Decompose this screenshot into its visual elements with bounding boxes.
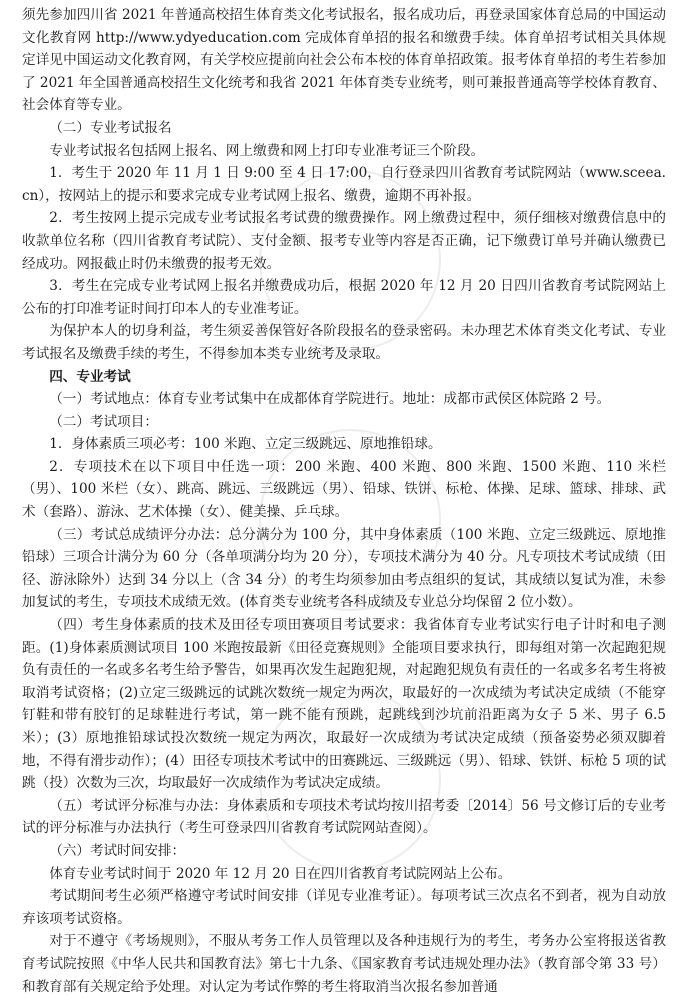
- paragraph: （五）考试评分标准与办法：身体素质和专项技术考试均按川招考委〔2014〕56 号文修订后的专业考试的评分标准与办法执行（考生可登录四川省教育考试院网站查阅）。: [22, 797, 666, 837]
- paragraph: （三）考试总成绩评分办法：总分满分为 100 分，其中身体素质（100 米跑、立定三级跳远、原地推铅球）三项合计满分为 60 分（各单项满分均为 20 分），专项技术满分为 40 分。凡专项技术考试成绩（田径、游泳除外）达到 34 分以上（含 34 分）的考生均须参加由考点组织的复试，其成绩以复试为准，未参加复试的考生，专项技术成绩无效。(体育类专业统考各科成绩及专业总分均保留 2 位小数）。: [22, 526, 666, 611]
- paragraph: （六）考试时间安排：: [49, 842, 186, 859]
- document-body: [22, 4, 666, 998]
- paragraph: （一）考试地点：体育专业考试集中在成都体育学院进行。地址：成都市武侯区体院路 2 号。: [49, 391, 611, 408]
- paragraph: （二）专业考试报名: [49, 119, 172, 136]
- paragraph: 1．考生于 2020 年 11 月 1 日 9:00 至 4 日 17:00，自行登录四川省教育考试院网站（www.sceea.cn），按网站上的提示和要求完成专业考试网上报名、缴费，逾期不再补报。: [22, 165, 666, 204]
- paragraph: 3．考生在完成专业考试网上报名并缴费成功后，根据 2020 年 12 月 20 日四川省教育考试院网站上公布的打印准考证时间打印本人的专业准考证。: [22, 278, 666, 317]
- paragraph: 对于不遵守《考场规则》，不服从考务工作人员管理以及各种违规行为的考生，考务办公室将报送省教育考试院按照《中华人民共和国教育法》第七十九条、《国家教育考试违规处理办法》（教育部令第 33 号）和教育部有关规定给予处理。对认定为考试作弊的考生将取消当次报名参加普通: [22, 933, 666, 995]
- section-heading: 四、专业考试: [49, 368, 131, 385]
- paragraph: 体育专业考试时间于 2020 年 12 月 20 日在四川省教育考试院网站上公布。: [49, 865, 512, 882]
- paragraph: （四）考生身体素质的技术及田径专项田赛项目考试要求：我省体育专业考试实行电子计时和电子测距。(1)身体素质测试项目 100 米跑按最新《田径竞赛规则》全能项目要求执行，即每组对第一次起跑犯规负有责任的一名或多名考生给予警告，如果再次发生起跑犯规，对起跑犯规负有责任的一名或多名考生将被取消考试资格；(2)立定三级跳远的试跳次数统一规定为两次，取最好的一次成绩为考试决定成绩（不能穿钉鞋和带有胶钉的足球鞋进行考试，第一跳不能有预跳，起跳线到沙坑前沿距离为女子 5 米、男子 6.5 米）；(3）原地推铅球试投次数统一规定为两次，取最好一次成绩为考试决定成绩（预备姿势必须双脚着地，不得有滑步动作）；(4）田径专项技术考试中的田赛跳远、三级跳远（男）、铅球、铁饼、标枪 5 项的试跳（投）次数为三次，均取最好一次成绩作为考试决定成绩。: [22, 617, 666, 792]
- paragraph: 须先参加四川省 2021 年普通高校招生体育类文化考试报名，报名成功后，再登录国家体育总局的中国运动文化教育网 http://www.ydyeducation.com 完成体育单招的报名和缴费手续。体育单招考试相关具体规定详见中国运动文化教育网，有关学校应提前向社会公布本校的体育单招政策。报考体育单招的考生若参加了 2021 年全国普通高校招生文化统考和我省 2021 年体育类专业统考，则可兼报普通高等学校体育教育、社会体育等专业。: [22, 7, 666, 114]
- paragraph: 1．身体素质三项必考：100 米跑、立定三级跳远、原地推铅球。: [49, 436, 442, 453]
- paragraph: 2．专项技术在以下项目中任选一项：200 米跑、400 米跑、800 米跑、1500 米跑、110 米栏（男）、100 米栏（女）、跳高、跳远、三级跳远（男）、铅球、铁饼、标枪、体操、足球、篮球、排球、武术（套路）、游泳、艺术体操（女）、健美操、乒乓球。: [22, 458, 666, 521]
- paragraph: 为保护本人的切身利益，考生须妥善保管好各阶段报名的登录密码。未办理艺术体育类文化考试、专业考试报名及缴费手续的考生，不得参加本类专业统考及录取。: [22, 323, 666, 362]
- paragraph: 考试期间考生必须严格遵守考试时间安排（详见专业准考证）。每项考试三次点名不到者，视为自动放弃该项考试资格。: [22, 888, 666, 927]
- paragraph: 2．考生按网上提示完成专业考试报名考试费的缴费操作。网上缴费过程中，须仔细核对缴费信息中的收款单位名称（四川省教育考试院）、支付金额、报考专业等内容是否正确，记下缴费订单号并确认缴费已经成功。网报截止时仍未缴费的报考无效。: [22, 210, 666, 272]
- paragraph: （二）考试项目：: [49, 413, 158, 430]
- paragraph: 专业考试报名包括网上报名、网上缴费和网上打印专业准考证三个阶段。: [49, 142, 485, 159]
